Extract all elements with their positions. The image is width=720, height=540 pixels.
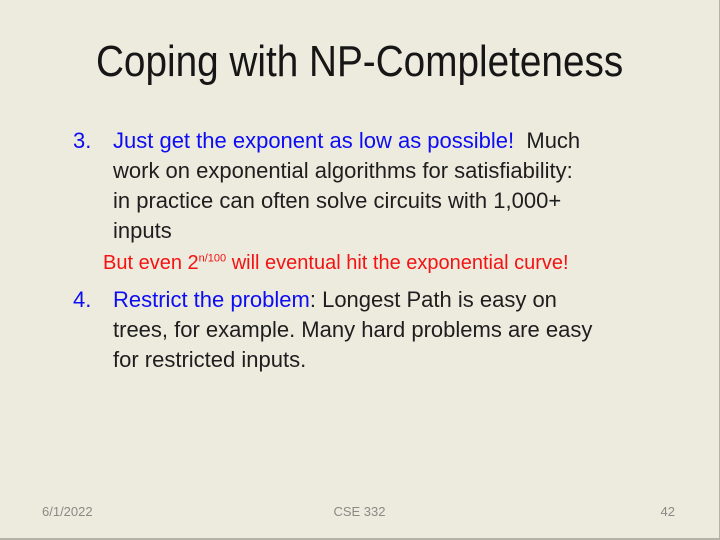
text-line (113, 216, 580, 246)
list-number: 4. (73, 287, 92, 312)
paragraph-lines (113, 126, 580, 246)
superscript-exponent: n/100 (198, 252, 227, 265)
text-segment: Just get the exponent as low as possible! (113, 128, 515, 153)
text-segment: Much (514, 128, 581, 153)
paragraph-lines (113, 285, 592, 375)
numbered-paragraph (73, 126, 719, 246)
text-line (113, 156, 580, 186)
slide-body (0, 126, 719, 375)
numbered-paragraph (73, 285, 719, 375)
text-segment: trees, for example. Many hard problems are easy (113, 317, 593, 342)
note-paragraph (103, 250, 719, 276)
text-line (113, 285, 592, 315)
text-segment: : Longest Path is easy on (309, 287, 557, 312)
text-line (113, 126, 580, 156)
footer-date: 6/1/2022 (42, 504, 93, 519)
text-line (103, 250, 719, 276)
paragraph-lines (103, 250, 719, 276)
slide-title-text: Coping with NP-Completeness (95, 37, 624, 86)
text-line (113, 315, 592, 345)
text-segment: for restricted inputs. (113, 347, 307, 372)
list-number: 3. (73, 128, 92, 153)
text-line (113, 345, 592, 375)
text-segment: work on exponential algorithms for satisfiability: (113, 158, 573, 183)
text-segment: inputs (113, 218, 172, 243)
footer-page-number: 42 (660, 504, 675, 519)
text-segment: But even 2 (103, 252, 199, 274)
text-segment: Restrict the problem (113, 287, 310, 312)
text-line (113, 186, 580, 216)
slide-title (0, 36, 719, 88)
text-segment: will eventual hit the exponential curve! (226, 252, 569, 274)
text-segment: in practice can often solve circuits with 1,000+ (113, 188, 562, 213)
footer-course: CSE 332 (333, 504, 386, 519)
